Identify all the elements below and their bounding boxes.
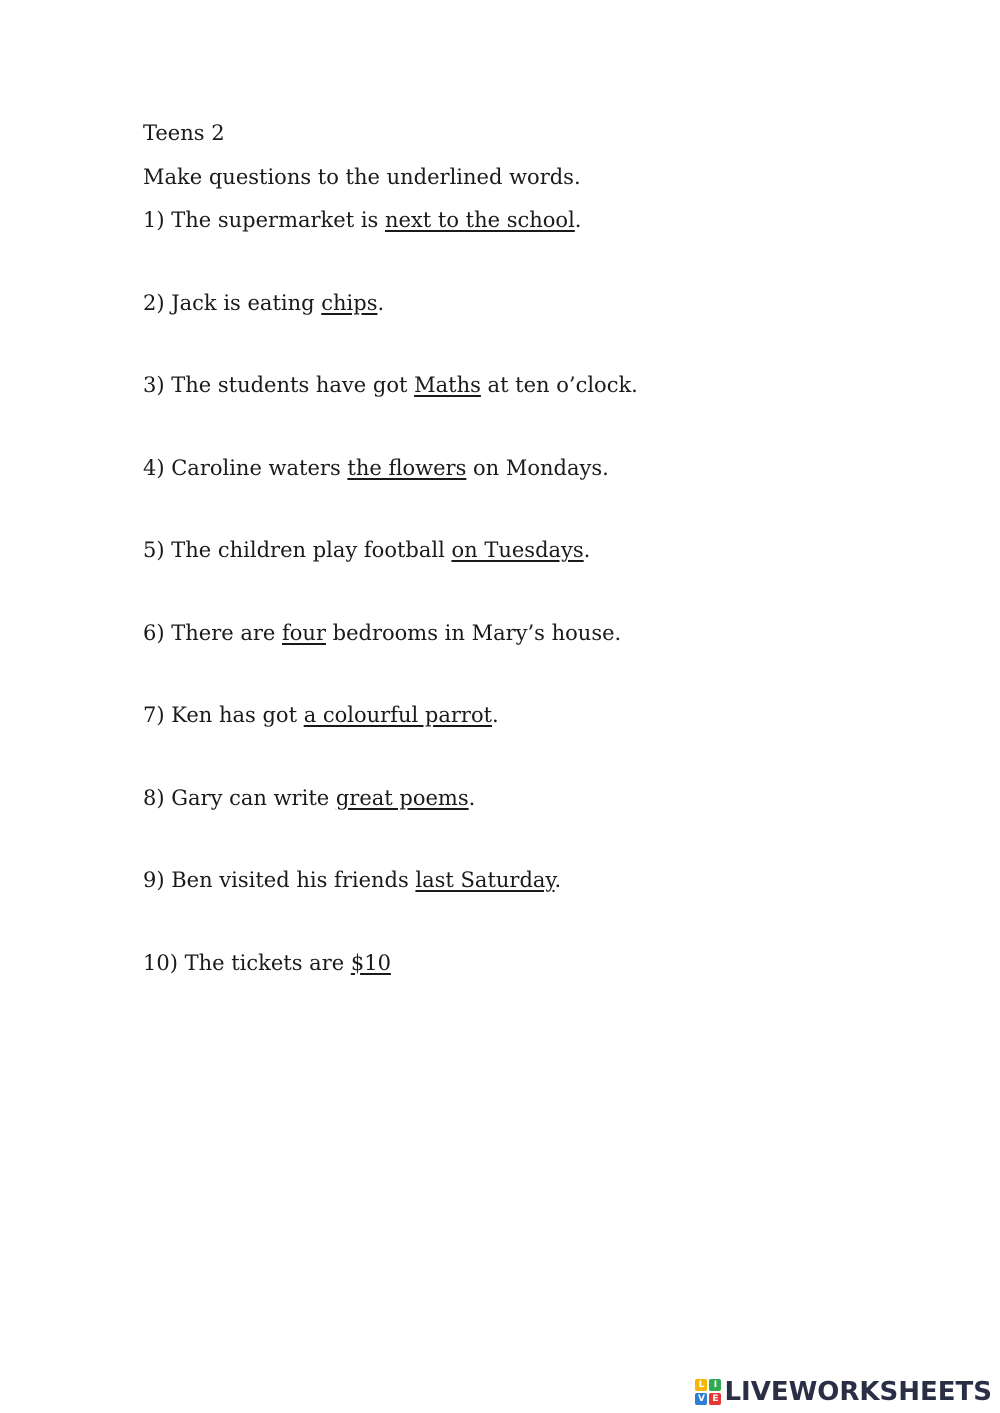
logo-wordmark: LIVEWORKSHEETS — [724, 1377, 992, 1407]
underlined-phrase: next to the school — [384, 208, 575, 232]
question-text-end: . — [377, 290, 385, 315]
question-text-end: . — [492, 703, 499, 727]
logo-block: I — [709, 1379, 721, 1391]
underlined-phrase: great poems — [335, 785, 469, 810]
question-text: 6) There are — [143, 620, 282, 645]
question-10 — [143, 948, 903, 978]
question-text-end: bedrooms in Mary’s house. — [325, 620, 622, 645]
liveworksheets-logo — [695, 1377, 992, 1407]
question-text: 1) The supermarket is — [143, 208, 385, 232]
logo-block: E — [709, 1393, 721, 1405]
question-text: 10) The tickets are — [143, 950, 351, 975]
underlined-phrase: Maths — [414, 373, 481, 397]
underlined-phrase: a colourful parrot — [303, 703, 493, 727]
question-text: 5) The children play football — [143, 538, 452, 562]
underlined-phrase: $10 — [350, 950, 391, 975]
logo-block: L — [695, 1379, 707, 1391]
question-text-end: . — [583, 538, 591, 562]
logo-block: V — [695, 1393, 707, 1405]
question-1 — [143, 205, 903, 235]
question-5 — [143, 535, 903, 565]
underlined-phrase: last Saturday — [415, 868, 555, 892]
logo-mark-icon — [695, 1379, 721, 1405]
question-text: 2) Jack is eating — [143, 290, 322, 315]
question-2 — [143, 288, 903, 318]
worksheet-instruction: Make questions to the underlined words. — [143, 165, 581, 189]
underlined-phrase: on Tuesdays — [451, 538, 584, 562]
question-9 — [143, 865, 903, 895]
question-text-end: at ten o’clock. — [480, 373, 638, 397]
worksheet-title: Teens 2 — [143, 121, 225, 145]
underlined-phrase: four — [282, 620, 326, 645]
underlined-phrase: chips — [321, 290, 378, 315]
question-text-end: . — [468, 785, 476, 810]
question-8 — [143, 783, 903, 813]
question-text-end: . — [574, 208, 582, 232]
question-text: 3) The students have got — [143, 373, 415, 397]
question-4 — [143, 453, 903, 483]
question-text: 4) Caroline waters — [143, 455, 348, 480]
question-text: 7) Ken has got — [143, 703, 304, 727]
question-3 — [143, 370, 903, 400]
underlined-phrase: the flowers — [347, 455, 467, 480]
question-7 — [143, 700, 903, 730]
worksheet — [143, 118, 903, 1030]
question-text: 8) Gary can write — [143, 785, 336, 810]
question-text: 9) Ben visited his friends — [143, 868, 416, 892]
question-text-end: on Mondays. — [466, 455, 609, 480]
question-6 — [143, 618, 903, 648]
question-text-end: . — [554, 868, 562, 892]
